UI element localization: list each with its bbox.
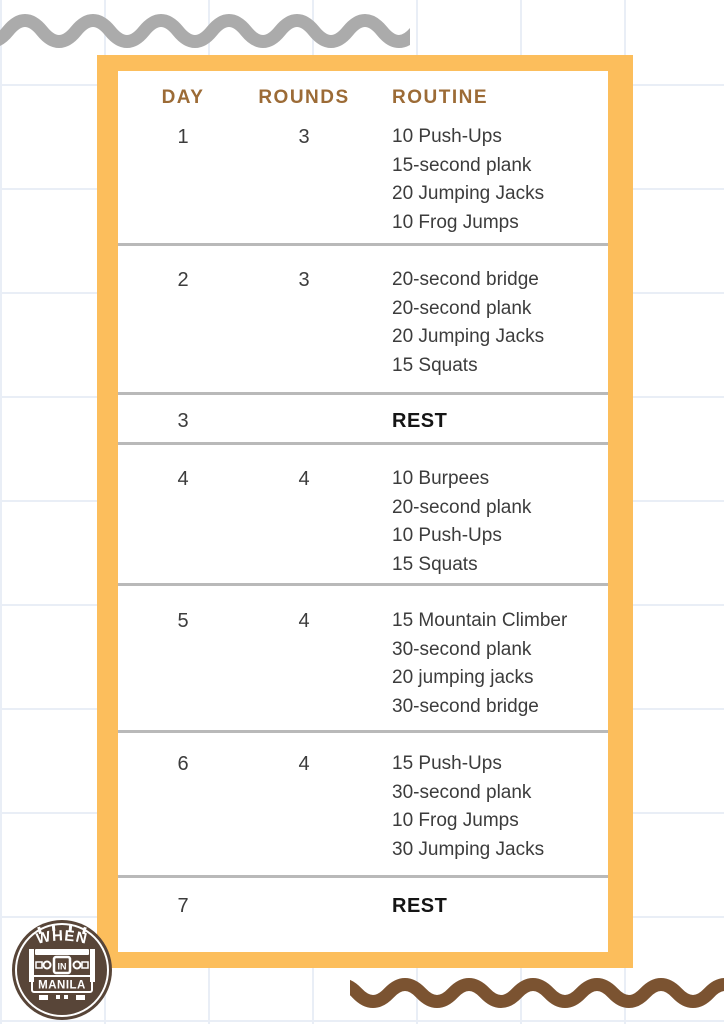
table-row: [118, 115, 608, 243]
table-row: [118, 875, 608, 952]
table-body: [118, 115, 608, 952]
rest-label: REST: [392, 895, 448, 917]
table-row: [118, 392, 608, 442]
routine-line: 10 Push-Ups: [392, 126, 502, 147]
day-cell: 6: [177, 753, 189, 775]
routine-line: 20-second plank: [392, 297, 532, 319]
logo-text-in: IN: [57, 961, 67, 972]
day-cell: 7: [177, 895, 189, 917]
routine-line: 30-second plank: [392, 781, 532, 803]
top-wave-decoration: [0, 0, 410, 62]
rounds-cell: 3: [298, 269, 310, 291]
day-cell: 3: [177, 410, 189, 432]
routine-line: 15 Squats: [392, 554, 478, 576]
rest-label: REST: [392, 410, 448, 432]
table-row: [118, 583, 608, 730]
routine-cell: [360, 607, 608, 730]
routine-cell: [360, 750, 608, 875]
routine-line: 30-second plank: [392, 638, 532, 660]
routine-line: 30 Jumping Jacks: [392, 839, 545, 861]
day-cell: 2: [177, 269, 189, 291]
routine-line: 15 Squats: [392, 355, 478, 377]
routine-line: 10 Frog Jumps: [392, 212, 519, 234]
rounds-cell: 3: [298, 126, 310, 148]
routine-line: 30-second bridge: [392, 696, 539, 718]
routine-line: 20-second bridge: [392, 269, 539, 290]
rounds-cell: [248, 407, 360, 442]
logo-text-manila: MANILA: [38, 979, 86, 992]
routine-cell: [360, 465, 608, 583]
logo-text-when: WHEN: [34, 927, 90, 948]
rounds-cell: [248, 892, 360, 952]
routine-line: 20 jumping jacks: [392, 667, 534, 689]
day-cell: 4: [177, 468, 189, 490]
rounds-cell: 4: [298, 753, 310, 775]
header-rounds: ROUNDS: [258, 87, 350, 108]
routine-cell: [360, 123, 608, 243]
day-cell: 1: [177, 126, 189, 148]
routine-line: 15-second plank: [392, 154, 532, 176]
jeepney-roof: [35, 949, 89, 955]
routine-cell: [360, 892, 608, 952]
routine-line: 10 Frog Jumps: [392, 810, 519, 832]
routine-line: 10 Burpees: [392, 468, 490, 489]
bottom-wave-decoration: [350, 970, 724, 1024]
table-header-row: [118, 71, 608, 115]
routine-cell: [360, 266, 608, 392]
rounds-cell: 4: [298, 468, 310, 490]
routine-line: 10 Push-Ups: [392, 525, 502, 547]
workout-table-frame: [97, 55, 633, 968]
routine-line: 15 Mountain Climber: [392, 610, 568, 631]
table-row: [118, 243, 608, 392]
day-cell: 5: [177, 610, 189, 632]
table-row: [118, 442, 608, 583]
header-routine: ROUTINE: [392, 87, 488, 108]
routine-line: 20 Jumping Jacks: [392, 183, 545, 205]
routine-line: 20-second plank: [392, 496, 532, 518]
table-row: [118, 730, 608, 875]
header-day: DAY: [161, 87, 205, 108]
routine-line: 15 Push-Ups: [392, 753, 502, 774]
rounds-cell: 4: [298, 610, 310, 632]
routine-cell: [360, 407, 608, 442]
when-in-manila-logo: [11, 919, 113, 1021]
routine-line: 20 Jumping Jacks: [392, 326, 545, 348]
